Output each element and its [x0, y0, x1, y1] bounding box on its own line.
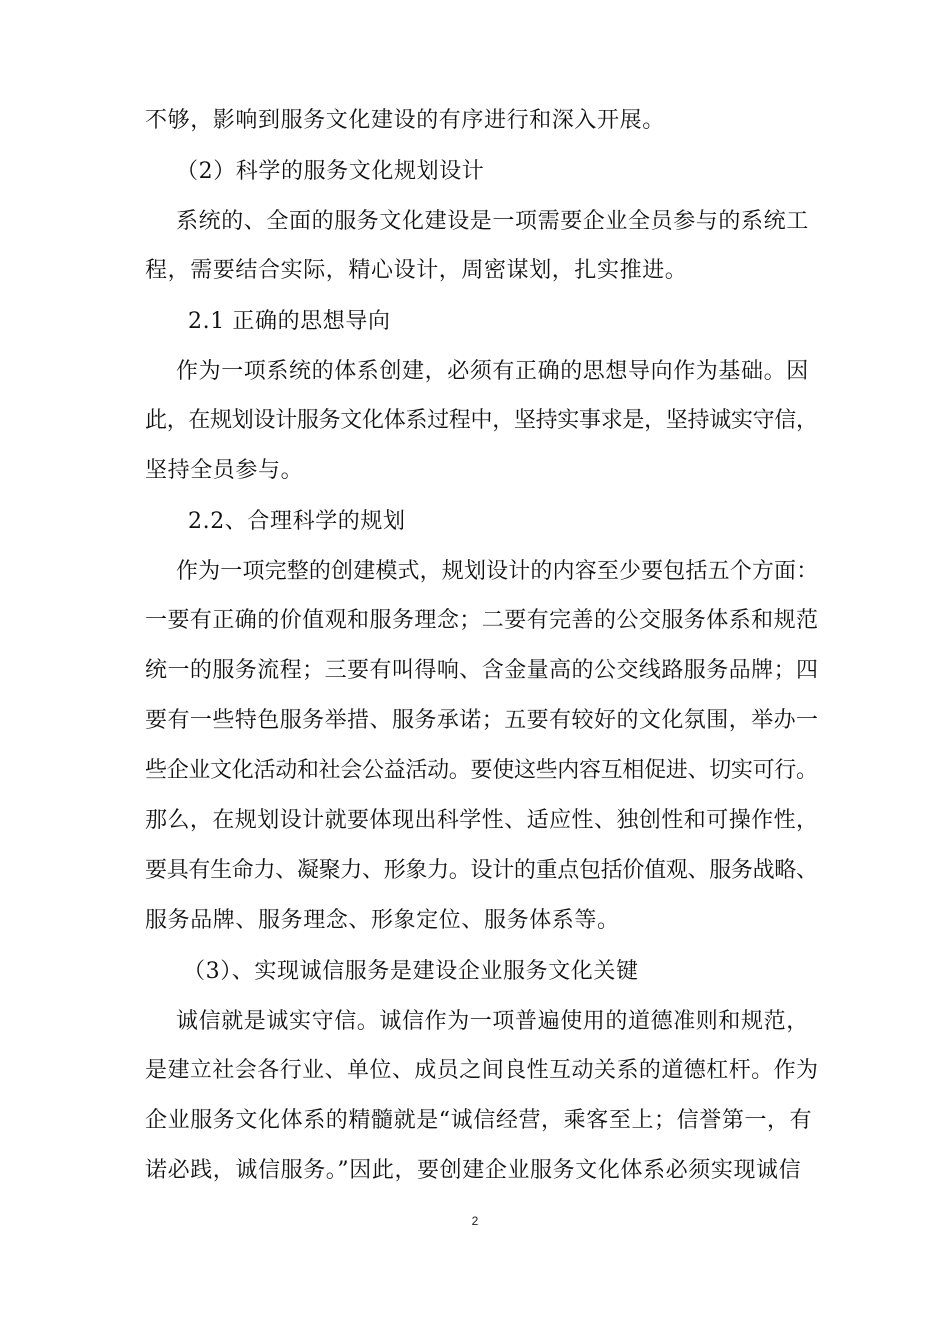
- paragraph-line: 作为一项系统的体系创建，必须有正确的思想导向作为基础。因: [176, 359, 809, 384]
- subsection-heading: 2.1 正确的思想导向: [188, 309, 391, 334]
- paragraph-line: 诺必践，诚信服务。”因此，要创建企业服务文化体系必须实现诚信: [145, 1158, 802, 1183]
- paragraph-line: 企业服务文化体系的精髓就是“诚信经营，乘客至上；信誉第一，有: [145, 1108, 813, 1133]
- paragraph-line: 些企业文化活动和社会公益活动。要使这些内容互相促进、切实可行。: [145, 758, 818, 783]
- paragraph-line: 统一的服务流程；三要有叫得响、含金量高的公交线路服务品牌；四: [145, 658, 819, 683]
- paragraph-line: 服务品牌、服务理念、形象定位、服务体系等。: [145, 908, 620, 933]
- subsection-heading: 2.2、合理科学的规划: [188, 509, 406, 534]
- paragraph-line: 诚信就是诚实守信。诚信作为一项普遍使用的道德准则和规范，: [176, 1009, 809, 1034]
- section-heading: （3）、实现诚信服务是建设企业服务文化关键: [183, 959, 639, 984]
- paragraph-line: 那么，在规划设计就要体现出科学性、适应性、独创性和可操作性，: [145, 808, 819, 833]
- paragraph-line: 此，在规划设计服务文化体系过程中，坚持实事求是，坚持诚实守信，: [145, 408, 818, 433]
- text-line: 不够，影响到服务文化建设的有序进行和深入开展。: [145, 108, 665, 133]
- paragraph-line: 程，需要结合实际，精心设计，周密谋划，扎实推进。: [145, 258, 688, 283]
- paragraph-line: 要具有生命力、凝聚力、形象力。设计的重点包括价值观、服务战略、: [145, 858, 818, 883]
- page-number: 2: [471, 1214, 479, 1228]
- paragraph-line: 一要有正确的价值观和服务理念；二要有完善的公交服务体系和规范: [145, 608, 819, 633]
- section-heading: （2）科学的服务文化规划设计: [176, 159, 485, 184]
- paragraph-line: 作为一项完整的创建模式，规划设计的内容至少要包括五个方面：: [176, 559, 819, 584]
- paragraph-line: 坚持全员参与。: [145, 458, 304, 483]
- paragraph-line: 是建立社会各行业、单位、成员之间良性互动关系的道德杠杆。作为: [145, 1058, 819, 1083]
- paragraph-line: 系统的、全面的服务文化建设是一项需要企业全员参与的系统工: [176, 209, 809, 234]
- paragraph-line: 要有一些特色服务举措、服务承诺；五要有较好的文化氛围，举办一: [145, 708, 819, 733]
